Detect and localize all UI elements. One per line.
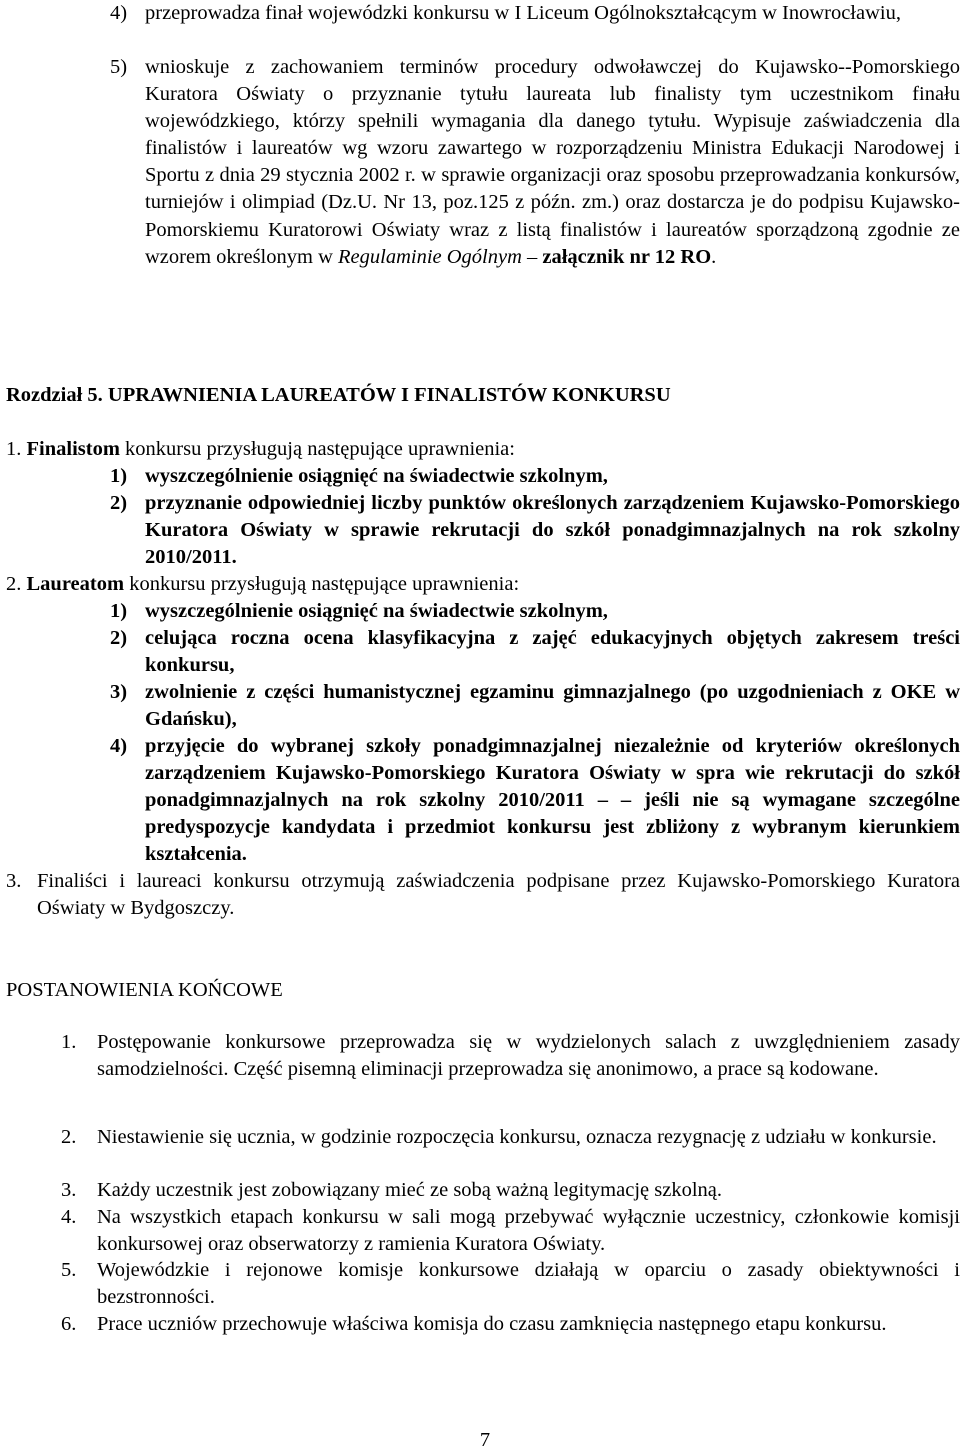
list-item-number: 4) (110, 735, 128, 757)
final-item-number: 5. (61, 1259, 77, 1281)
list-item-number: 1) (110, 465, 128, 487)
list-item-4 (110, 0, 960, 27)
list-item-text: wyszczególnienie osiągnięć na świadectwie szkolnym, (145, 465, 608, 487)
final-item-number: 1. (61, 1031, 77, 1053)
final-item-text: Niestawienie się ucznia, w godzinie rozpoczęcia konkursu, oznacza rezygnację z udziału w konkursie. (97, 1126, 937, 1148)
list-item-text: przeprowadza finał wojewódzki konkursu w I Liceum Ogólnokształcącym w Inowrocławiu, (145, 2, 901, 24)
final-item-number: 3. (61, 1179, 77, 1201)
text-run: w sprawie organizacji oraz sposobu przeprowadzania konkursów, turniejów i olimpiad (Dz.U. Nr 13, poz.125 z późn. zm.) (145, 164, 960, 214)
paragraph-number: 1. (6, 438, 22, 460)
paragraph-lead: Finalistom (26, 438, 120, 460)
list-item-number: 2) (110, 627, 128, 649)
final-item (61, 1311, 960, 1338)
list-item-5 (110, 54, 960, 271)
final-item-text: Na wszystkich etapach konkursu w sali mogą przebywać wyłącznie uczestnicy, członkowie komisji konkursowej oraz obserwatorzy z ramienia Kuratora Oświaty. (97, 1206, 960, 1256)
list-item-text (145, 54, 960, 271)
paragraph-text: Finaliści i laureaci konkursu otrzymują zaświadczenia podpisane przez Kujawsko-Pomorskiego Kuratora Oświaty w Bydgoszczy. (37, 870, 960, 920)
page-number: 7 (479, 1429, 491, 1451)
list-item-text: przyjęcie do wybranej szkoły ponadgimnazjalnej niezależnie od kryteriów określonych zarządzeniem Kujawsko-Pomorskiego Kuratora Oświaty w spra wie rekrutacji do szkół ponadgimnazjalnych na rok szkolny 2010/2011 – – jeśli nie są wymagane szczególne predyspozycje kandydata i przedmiot konkursu jest zbliżony z wybranym kierunkiem kształcenia. (145, 735, 960, 866)
final-item-text: Każdy uczestnik jest zobowiązany mieć ze sobą ważną legitymację szkolną. (97, 1179, 722, 1201)
text-run: wnioskuje z zachowaniem terminów procedury odwoławczej do Kujawsko--Pomorskiego Kuratora Oświaty o przyznanie tytułu laureata lub finalisty tym uczestnikom finału wojewódzkiego, którzy spełnili wymagania dla danego tytułu. (145, 56, 960, 133)
final-item (61, 1177, 960, 1204)
section5-paragraph-2 (6, 571, 960, 598)
list-item-text: celująca roczna ocena klasyfikacyjna z zajęć edukacyjnych objętych zakresem treści konkursu, (145, 627, 960, 677)
paragraph-lead: Laureatom (26, 573, 125, 595)
list-item-number: 5) (110, 56, 128, 78)
final-item-number: 6. (61, 1313, 77, 1335)
paragraph-lead-rest: konkursu przysługują następujące uprawnienia: (125, 438, 515, 460)
final-item-text: Prace uczniów przechowuje właściwa komisja do czasu zamknięcia następnego etapu konkursu. (97, 1313, 887, 1335)
list-item-number: 2) (110, 492, 128, 514)
list-item (110, 733, 960, 868)
list-item-text: przyznanie odpowiedniej liczby punktów określonych zarządzeniem Kujawsko-Pomorskiego Kuratora Oświaty w sprawie rekrutacji do szkół ponadgimnazjalnych na rok szkolny 2010/2011. (145, 492, 960, 569)
section5-paragraph-1 (6, 436, 960, 463)
text-run: oraz dostarcza je do podpisu Kujawsko-Pomorskiemu Kuratorowi Oświaty wraz z listą finalistów i laureatów sporządzoną zgodnie ze wzorem określonym w (145, 191, 960, 268)
list-item (110, 679, 960, 733)
final-item-text: Postępowanie konkursowe przeprowadza się w wydzielonych salach z uwzględnieniem zasady samodzielności. Część pisemną eliminacji przeprowadza się anonimowo, a prace są kodowane. (97, 1031, 960, 1081)
paragraph-number: 3. (6, 870, 22, 892)
list-item (110, 598, 960, 625)
dash: – (527, 245, 538, 268)
attachment-reference: załącznik nr 12 RO (542, 245, 712, 268)
final-item-text: Wojewódzkie i rejonowe komisje konkursowe działają w oparciu o zasady obiektywności i bezstronności. (97, 1259, 960, 1309)
final-provisions-heading: POSTANOWIENIA KOŃCOWE (6, 979, 283, 1001)
list-item (110, 490, 960, 571)
final-item (61, 1124, 960, 1151)
list-item-text: zwolnienie z części humanistycznej egzaminu gimnazjalnego (po uzgodnieniach z OKE w Gdańsku), (145, 681, 960, 731)
period: . (711, 245, 717, 268)
final-item (61, 1204, 960, 1258)
list-item (110, 625, 960, 679)
final-item-number: 2. (61, 1126, 77, 1148)
regulation-reference: Regulaminie Ogólnym (338, 245, 522, 268)
list-item (110, 463, 960, 490)
final-item-number: 4. (61, 1206, 77, 1228)
section-heading: Rozdział 5. UPRAWNIENIA LAUREATÓW I FINALISTÓW KONKURSU (6, 384, 671, 406)
final-item (61, 1029, 960, 1083)
list-item-number: 4) (110, 2, 128, 24)
paragraph-number: 2. (6, 573, 22, 595)
list-item-number: 3) (110, 681, 128, 703)
paragraph-lead-rest: konkursu przysługują następujące uprawnienia: (129, 573, 520, 595)
list-item-number: 1) (110, 600, 128, 622)
text-run: Wypisuje zaświadczenia dla finalistów i laureatów wg wzoru zawartego w rozporządzeniu Ministra Edukacji Narodowej i Sportu z dnia 29 stycznia 2002 r. (145, 110, 960, 187)
section5-paragraph-3 (6, 868, 960, 922)
list-item-text: wyszczególnienie osiągnięć na świadectwie szkolnym, (145, 600, 608, 622)
final-item (61, 1257, 960, 1311)
